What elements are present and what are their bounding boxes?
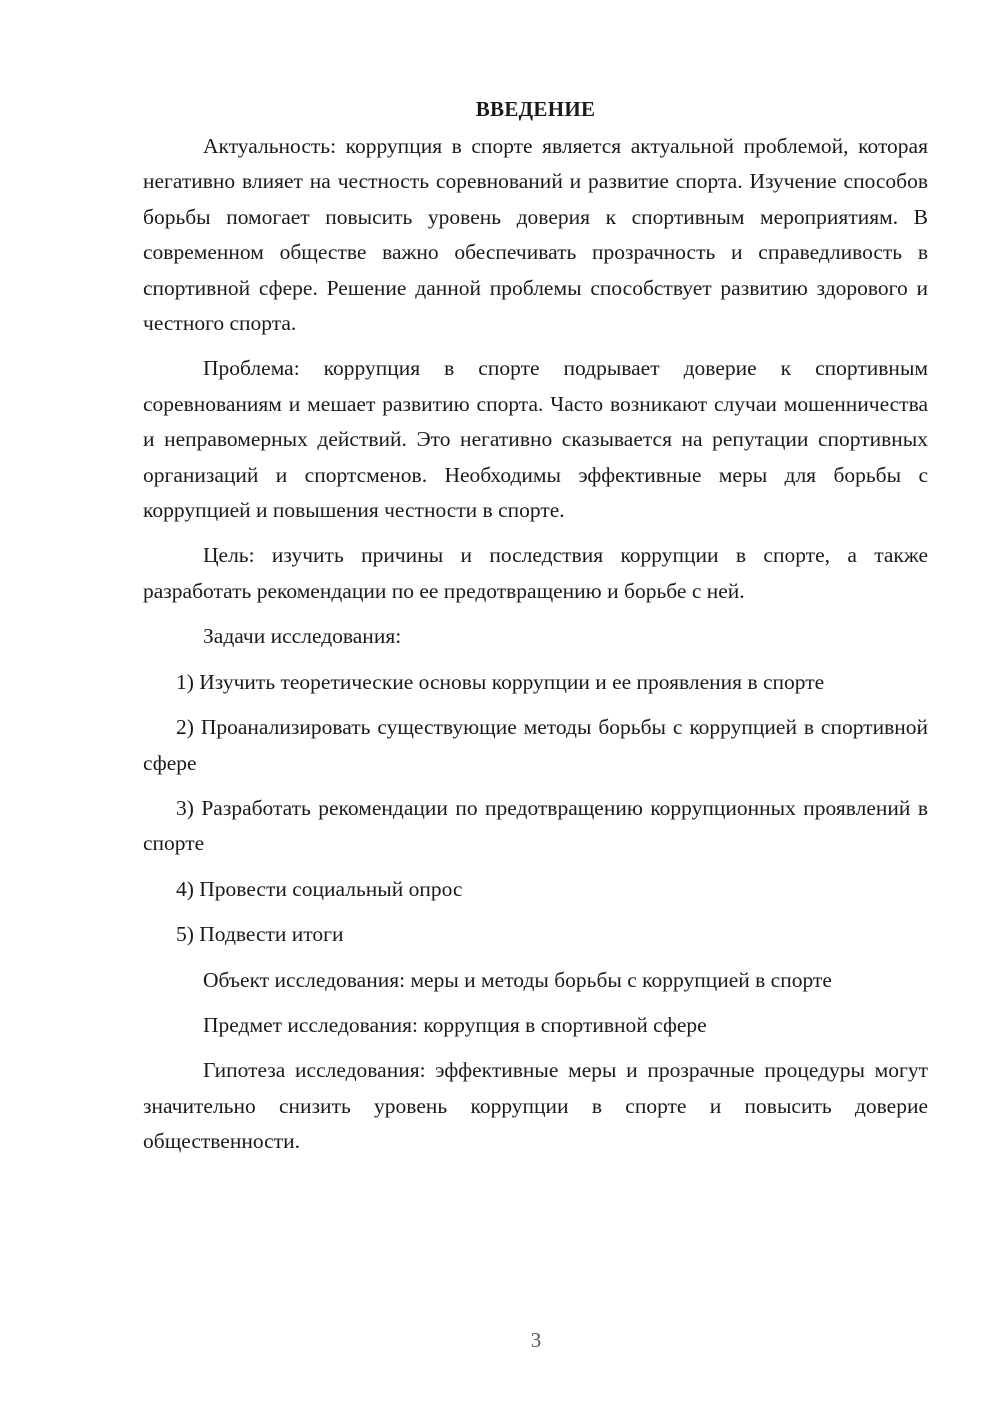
task-item-5: 5) Подвести итоги (176, 922, 344, 947)
document-page (143, 92, 928, 1170)
paragraph-object: Объект исследования: меры и методы борьбы с коррупцией в спорте (203, 967, 832, 992)
page-number: 3 (530, 1328, 542, 1352)
section-title: ВВЕДЕНИЕ (475, 97, 596, 121)
task-item-3: 3) Разработать рекомендации по предотвращению коррупционных проявлений в спорте (143, 795, 928, 856)
task-item-2: 2) Проанализировать существующие методы борьбы с коррупцией в спортивной сфере (143, 715, 928, 775)
task-item-1: 1) Изучить теоретические основы коррупции и ее проявления в спорте (176, 669, 825, 694)
paragraph-subject: Предмет исследования: коррупция в спортивной сфере (203, 1012, 707, 1037)
tasks-heading: Задачи исследования: (203, 624, 402, 649)
paragraph-relevance: Актуальность: коррупция в спорте является актуальной проблемой, которая негативно влияет на честность соревнований и развитие спорта. Изучение способов борьбы помогает повысить уровень доверия к спортивным мероприятиям. В современном обществе важно обеспечивать прозрачность и справедливость в спортивной сфере. Решение данной проблемы способствует развитию здорового и честного спорта. (143, 134, 928, 336)
paragraph-problem: Проблема: коррупция в спорте подрывает доверие к спортивным соревнованиям и мешает развитию спорта. Часто возникают случаи мошенничества и неправомерных действий. Это негативно сказывается на репутации спортивных организаций и спортсменов. Необходимы эффективные меры для борьбы с коррупцией и повышения честности в спорте. (143, 356, 928, 523)
paragraph-hypothesis: Гипотеза исследования: эффективные меры и прозрачные процедуры могут значительно снизить уровень коррупции в спорте и повысить доверие общественности. (143, 1058, 928, 1154)
paragraph-goal: Цель: изучить причины и последствия коррупции в спорте, а также разработать рекомендации по ее предотвращению и борьбе с ней. (143, 543, 928, 603)
task-item-4: 4) Провести социальный опрос (176, 876, 463, 901)
